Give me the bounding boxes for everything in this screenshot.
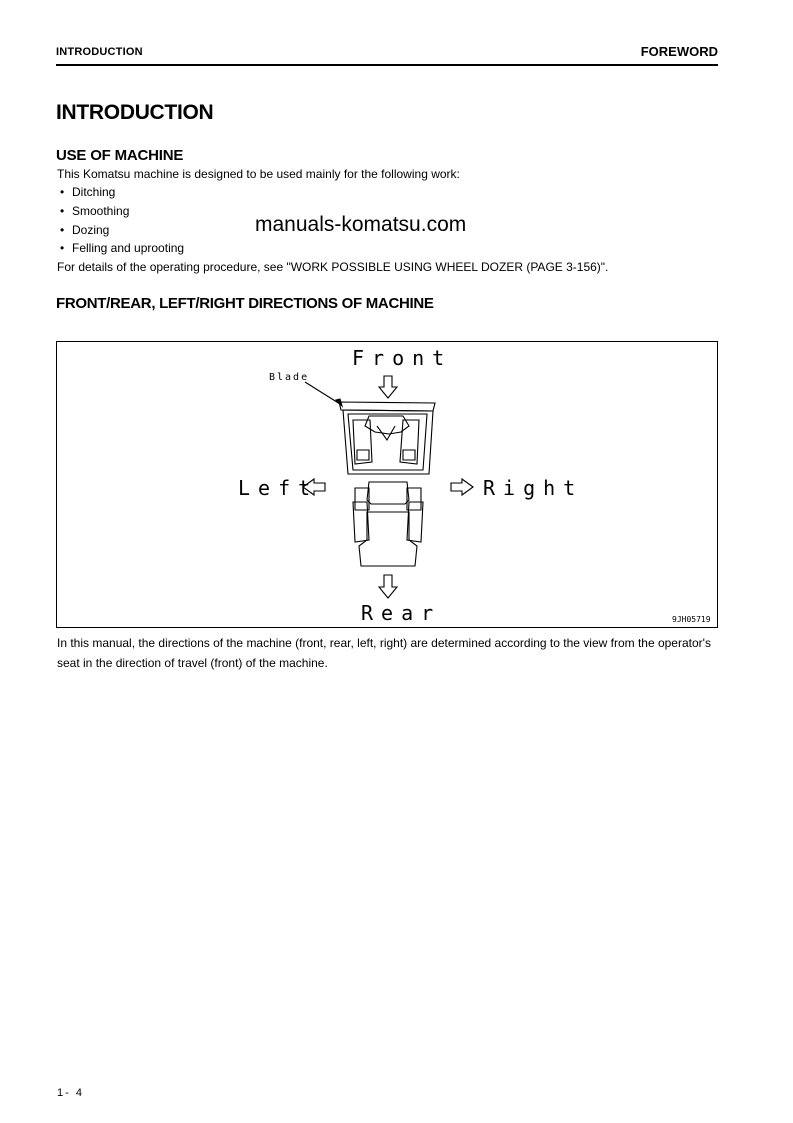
work-list-item: • Felling and uprooting: [60, 241, 185, 255]
details-reference-text: For details of the operating procedure, see "WORK POSSIBLE USING WHEEL DOZER (PAGE 3-156)".: [57, 260, 609, 274]
rear-arrow-icon: [379, 575, 397, 598]
blade-label: Blade: [269, 372, 310, 383]
bullet-icon: •: [60, 241, 65, 255]
header-section-title: INTRODUCTION: [56, 46, 143, 58]
bullet-icon: •: [60, 204, 65, 218]
bullet-icon: •: [60, 185, 65, 199]
left-label: Left: [238, 476, 319, 500]
figure-id: 9JH05719: [672, 615, 711, 624]
center-joint: [367, 482, 409, 504]
header-rule: [56, 64, 718, 66]
watermark-link[interactable]: manuals-komatsu.com: [255, 213, 467, 236]
page-title: INTRODUCTION: [56, 101, 214, 124]
right-arrow-icon: [451, 479, 473, 495]
directions-figure: [56, 341, 718, 628]
directions-caption: In this manual, the directions of the machine (front, rear, left, right) are determined according to the view from the operator's seat in the direction of travel (front) of the machine.: [57, 636, 711, 670]
work-list-item: • Ditching: [60, 185, 116, 199]
front-label: Front: [352, 346, 453, 370]
right-label: Right: [483, 476, 584, 500]
directions-heading: FRONT/REAR, LEFT/RIGHT DIRECTIONS OF MACHINE: [56, 295, 434, 312]
work-list-item: • Dozing: [60, 223, 110, 237]
bullet-icon: •: [60, 223, 65, 237]
front-arrow-icon: [379, 376, 397, 398]
page-number: 1- 4: [57, 1087, 84, 1099]
use-intro-text: This Komatsu machine is designed to be used mainly for the following work:: [57, 167, 460, 181]
machine-top-view-diagram: [57, 342, 717, 627]
blade-leader-line: [305, 382, 340, 404]
use-of-machine-heading: USE OF MACHINE: [56, 147, 184, 164]
header-chapter-title: FOREWORD: [640, 44, 718, 59]
rear-label: Rear: [361, 601, 442, 625]
work-list-item: • Smoothing: [60, 204, 130, 218]
